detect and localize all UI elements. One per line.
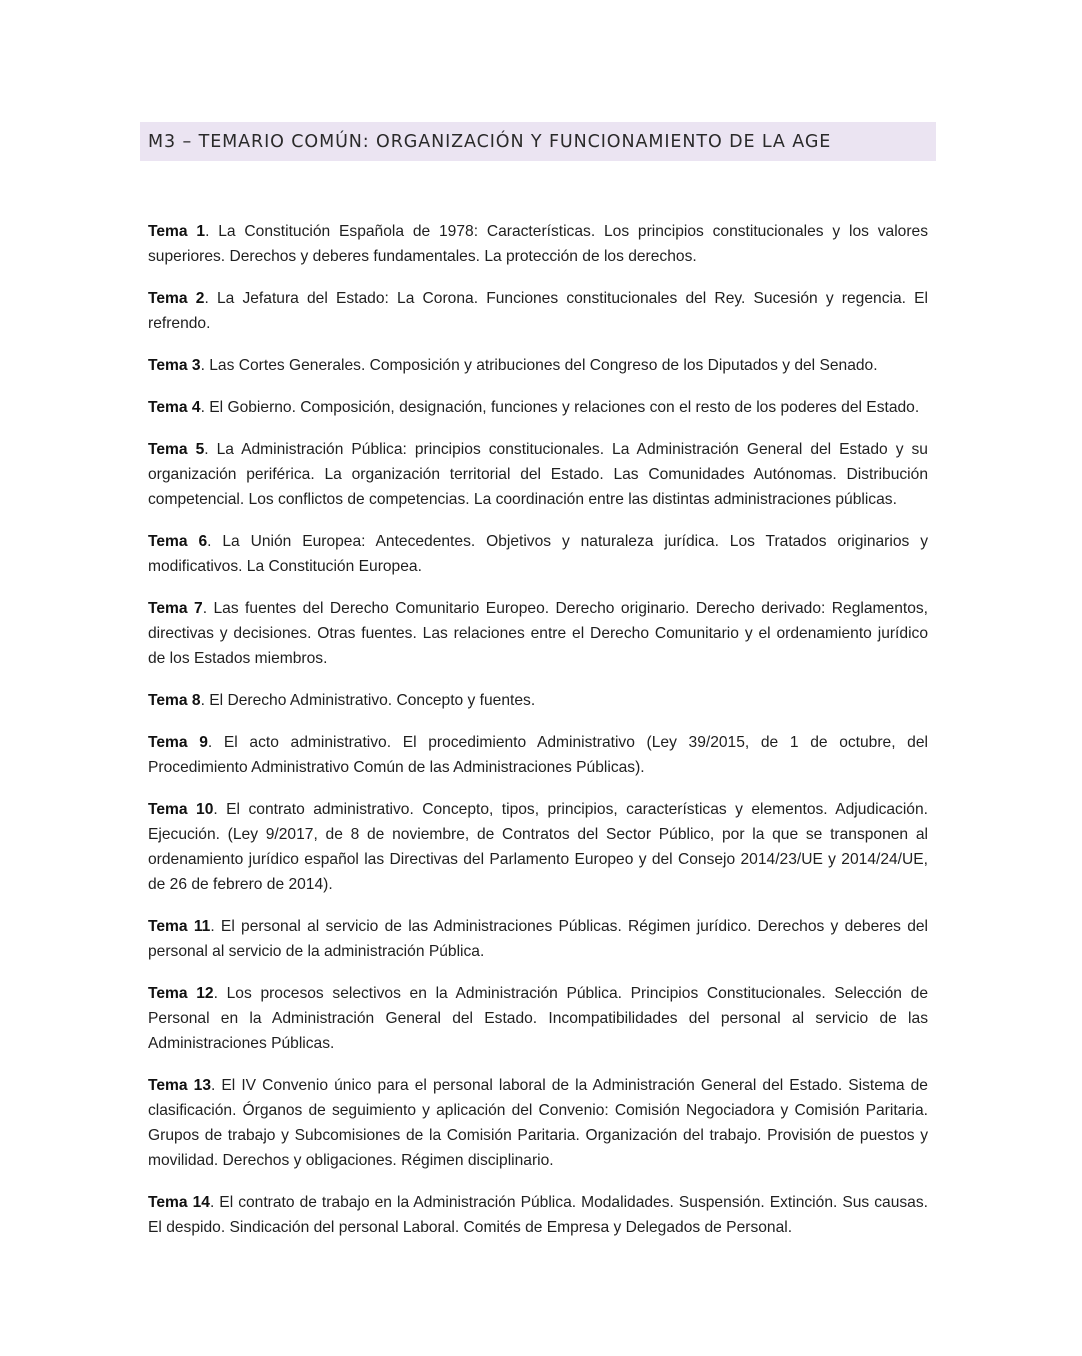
topic-item — [148, 1190, 928, 1240]
topic-label: Tema 12 — [148, 985, 214, 1002]
topic-label: Tema 13 — [148, 1077, 211, 1094]
topic-text: . La Unión Europea: Antecedentes. Objetivos y naturaleza jurídica. Los Tratados originarios y modificativos. La Constitución Europea. — [148, 533, 928, 575]
topic-label: Tema 10 — [148, 801, 214, 818]
topic-item — [148, 219, 928, 269]
topic-item — [148, 730, 928, 780]
topic-text: . El acto administrativo. El procedimiento Administrativo (Ley 39/2015, de 1 de octubre, del Procedimiento Administrativo Común de las Administraciones Públicas). — [148, 734, 928, 776]
topic-item — [148, 596, 928, 671]
topic-label: Tema 5 — [148, 441, 205, 458]
topic-item — [148, 437, 928, 512]
topic-text: . El contrato de trabajo en la Administración Pública. Modalidades. Suspensión. Extinción. Sus causas. El despido. Sindicación del personal Laboral. Comités de Empresa y Delegados de Personal. — [148, 1194, 928, 1236]
topic-text: . La Constitución Española de 1978: Características. Los principios constitucionales y los valores superiores. Derechos y deberes fundamentales. La protección de los derechos. — [148, 223, 929, 265]
topic-text: . El IV Convenio único para el personal laboral de la Administración General del Estado. Sistema de clasificación. Órganos de seguimiento y aplicación del Convenio: Comisión Negociadora y Comisión Paritaria. Grupos de trabajo y Subcomisiones de la Comisión Paritaria. Organización del trabajo. Provisión de puestos y movilidad. Derechos y obligaciones. Régimen disciplinario. — [148, 1077, 928, 1169]
topic-item — [148, 353, 928, 378]
topic-text: . Las Cortes Generales. Composición y atribuciones del Congreso de los Diputados y del Senado. — [200, 357, 878, 374]
topic-item — [148, 395, 928, 420]
topic-item — [148, 286, 928, 336]
topic-label: Tema 4 — [148, 399, 201, 416]
topic-text: . El Derecho Administrativo. Concepto y fuentes. — [200, 692, 536, 709]
topic-text: . Los procesos selectivos en la Administración Pública. Principios Constitucionales. Selección de Personal en la Administración General del Estado. Incompatibilidades del personal al servicio de las Administraciones Públicas. — [148, 985, 928, 1052]
topic-item — [148, 981, 928, 1056]
topic-label: Tema 9 — [148, 734, 208, 751]
topic-text: . La Jefatura del Estado: La Corona. Funciones constitucionales del Rey. Sucesión y regencia. El refrendo. — [148, 290, 928, 332]
topic-text: . El personal al servicio de las Administraciones Públicas. Régimen jurídico. Derechos y deberes del personal al servicio de la administración Pública. — [148, 918, 928, 960]
topic-text: . El contrato administrativo. Concepto, tipos, principios, características y elementos. Adjudicación. Ejecución. (Ley 9/2017, de 8 de noviembre, de Contratos del Sector Público, por la que se transponen al ordenamiento jurídico español las Directivas del Parlamento Europeo y del Consejo 2014/23/UE y 2014/24/UE, de 26 de febrero de 2014). — [148, 801, 928, 893]
topic-text: . La Administración Pública: principios constitucionales. La Administración General del Estado y su organización periférica. La organización territorial del Estado. Las Comunidades Autónomas. Distribución competencial. Los conflictos de competencias. La coordinación entre las distintas administraciones públicas. — [148, 441, 928, 508]
topic-label: Tema 14 — [148, 1194, 210, 1211]
topic-label: Tema 7 — [148, 600, 203, 617]
topic-item — [148, 797, 928, 897]
topic-item — [148, 529, 928, 579]
topic-label: Tema 6 — [148, 533, 208, 550]
topic-label: Tema 11 — [148, 918, 211, 935]
section-header — [140, 122, 936, 161]
topic-label: Tema 8 — [148, 692, 201, 709]
topic-item — [148, 688, 928, 713]
topic-item — [148, 914, 928, 964]
topic-label: Tema 1 — [148, 223, 206, 240]
topic-text: . El Gobierno. Composición, designación, funciones y relaciones con el resto de los poderes del Estado. — [200, 399, 920, 416]
topic-text: . Las fuentes del Derecho Comunitario Europeo. Derecho originario. Derecho derivado: Reglamentos, directivas y decisiones. Otras fuentes. Las relaciones entre el Derecho Comunitario y el ordenamiento jurídico de los Estados miembros. — [148, 600, 928, 667]
topic-item — [148, 1073, 928, 1173]
topic-list — [148, 219, 928, 1257]
section-title: M3 – TEMARIO COMÚN: ORGANIZACIÓN Y FUNCIONAMIENTO DE LA AGE — [148, 131, 832, 152]
topic-label: Tema 3 — [148, 357, 201, 374]
topic-label: Tema 2 — [148, 290, 205, 307]
